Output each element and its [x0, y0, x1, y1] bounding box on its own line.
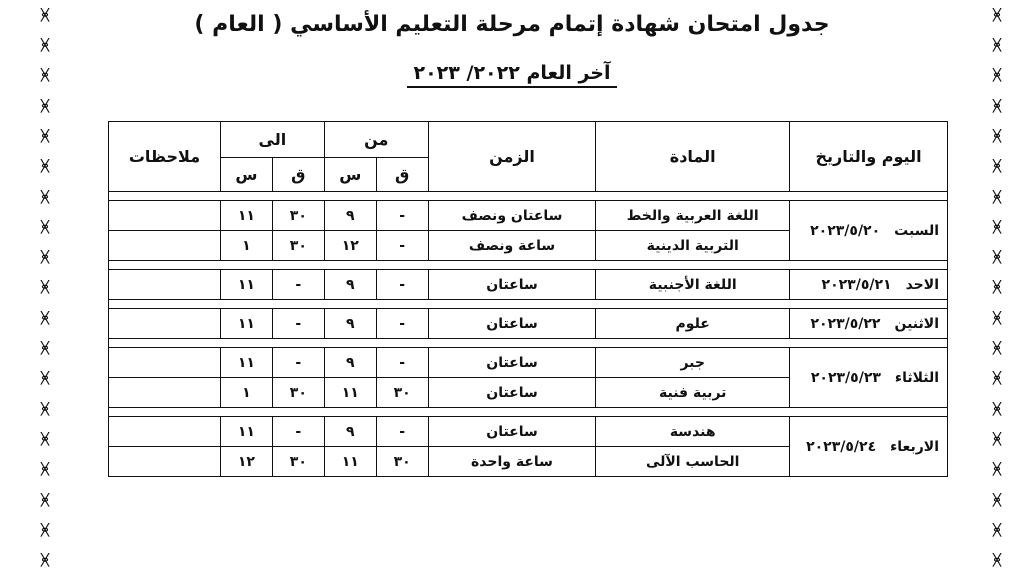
- left-decorative-border: [36, 0, 54, 576]
- border-ornament-icon: ᚸ: [992, 369, 1002, 388]
- from-minutes-cell: -: [376, 417, 428, 447]
- from-minutes-cell: -: [376, 348, 428, 378]
- duration-cell: ساعة ونصف: [428, 231, 596, 261]
- duration-cell: ساعتان: [428, 270, 596, 300]
- notes-cell: [109, 270, 221, 300]
- border-ornament-icon: ᚸ: [992, 248, 1002, 267]
- border-ornament-icon: ᚸ: [40, 551, 50, 570]
- header-to-hours: س: [220, 158, 272, 192]
- duration-cell: ساعتان: [428, 378, 596, 408]
- from-minutes-cell: ٣٠: [376, 447, 428, 477]
- day-date-cell: [790, 201, 948, 261]
- to-minutes-cell: ٣٠: [272, 447, 324, 477]
- exam-date: ٢٠٢٣/٥/٢٤: [806, 438, 877, 455]
- table-row: [109, 270, 948, 300]
- duration-cell: ساعة واحدة: [428, 447, 596, 477]
- duration-cell: ساعتان ونصف: [428, 201, 596, 231]
- to-hours-cell: ١٢: [220, 447, 272, 477]
- border-ornament-icon: ᚸ: [992, 520, 1002, 539]
- border-ornament-icon: ᚸ: [40, 369, 50, 388]
- exam-schedule-table: [108, 121, 948, 477]
- notes-cell: [109, 348, 221, 378]
- page-subtitle: آخر العام ٢٠٢٢/ ٢٠٢٣: [407, 62, 616, 88]
- subject-cell: جبر: [596, 348, 790, 378]
- border-ornament-icon: ᚸ: [40, 339, 50, 358]
- subject-cell: هندسة: [596, 417, 790, 447]
- border-ornament-icon: ᚸ: [40, 5, 50, 24]
- from-hours-cell: ٩: [324, 201, 376, 231]
- border-ornament-icon: ᚸ: [992, 157, 1002, 176]
- day-date-cell: [790, 348, 948, 408]
- border-ornament-icon: ᚸ: [992, 187, 1002, 206]
- exam-date: ٢٠٢٣/٥/٢٢: [810, 315, 881, 332]
- notes-cell: [109, 447, 221, 477]
- subject-cell: اللغة الأجنبية: [596, 270, 790, 300]
- day-name: الاثنين: [894, 315, 939, 332]
- subject-cell: الحاسب الآلى: [596, 447, 790, 477]
- day-name: الاربعاء: [890, 438, 939, 455]
- border-ornament-icon: ᚸ: [40, 248, 50, 267]
- separator-cell: [109, 192, 948, 201]
- from-minutes-cell: -: [376, 270, 428, 300]
- to-minutes-cell: ٣٠: [272, 231, 324, 261]
- right-decorative-border: [988, 0, 1006, 576]
- border-ornament-icon: ᚸ: [40, 520, 50, 539]
- from-minutes-cell: -: [376, 309, 428, 339]
- to-hours-cell: ١: [220, 231, 272, 261]
- duration-cell: ساعتان: [428, 348, 596, 378]
- border-ornament-icon: ᚸ: [992, 35, 1002, 54]
- border-ornament-icon: ᚸ: [992, 5, 1002, 24]
- subject-cell: تربية فنية: [596, 378, 790, 408]
- border-ornament-icon: ᚸ: [40, 308, 50, 327]
- border-ornament-icon: ᚸ: [992, 308, 1002, 327]
- day-separator: [109, 408, 948, 417]
- table-row: [109, 309, 948, 339]
- notes-cell: [109, 417, 221, 447]
- day-name: الاحد: [905, 276, 939, 293]
- border-ornament-icon: ᚸ: [992, 66, 1002, 85]
- border-ornament-icon: ᚸ: [992, 490, 1002, 509]
- duration-cell: ساعتان: [428, 417, 596, 447]
- exam-date: ٢٠٢٣/٥/٢٣: [810, 369, 881, 386]
- notes-cell: [109, 309, 221, 339]
- exam-date: ٢٠٢٣/٥/٢١: [821, 276, 892, 293]
- to-minutes-cell: -: [272, 270, 324, 300]
- border-ornament-icon: ᚸ: [992, 339, 1002, 358]
- notes-cell: [109, 378, 221, 408]
- day-name: الثلاثاء: [894, 369, 939, 386]
- from-minutes-cell: ٣٠: [376, 378, 428, 408]
- border-ornament-icon: ᚸ: [40, 66, 50, 85]
- border-ornament-icon: ᚸ: [992, 126, 1002, 145]
- header-duration: الزمن: [428, 122, 596, 192]
- from-hours-cell: ٩: [324, 417, 376, 447]
- separator-cell: [109, 408, 948, 417]
- border-ornament-icon: ᚸ: [992, 217, 1002, 236]
- to-hours-cell: ١١: [220, 417, 272, 447]
- header-from-hours: س: [324, 158, 376, 192]
- table-row: [109, 201, 948, 231]
- from-hours-cell: ١١: [324, 378, 376, 408]
- to-minutes-cell: ٣٠: [272, 378, 324, 408]
- subject-cell: التربية الدينية: [596, 231, 790, 261]
- day-separator: [109, 300, 948, 309]
- border-ornament-icon: ᚸ: [992, 430, 1002, 449]
- border-ornament-icon: ᚸ: [40, 460, 50, 479]
- page-subtitle-wrapper: [0, 62, 1024, 84]
- border-ornament-icon: ᚸ: [40, 490, 50, 509]
- subject-cell: اللغة العربية والخط: [596, 201, 790, 231]
- border-ornament-icon: ᚸ: [40, 126, 50, 145]
- to-hours-cell: ١١: [220, 270, 272, 300]
- header-from: من: [324, 122, 428, 158]
- to-minutes-cell: -: [272, 417, 324, 447]
- schedule-body: [109, 192, 948, 477]
- to-hours-cell: ١١: [220, 348, 272, 378]
- from-hours-cell: ٩: [324, 348, 376, 378]
- border-ornament-icon: ᚸ: [992, 278, 1002, 297]
- from-hours-cell: ٩: [324, 309, 376, 339]
- notes-cell: [109, 231, 221, 261]
- day-name: السبت: [894, 222, 939, 239]
- subject-cell: علوم: [596, 309, 790, 339]
- to-minutes-cell: -: [272, 348, 324, 378]
- border-ornament-icon: ᚸ: [40, 217, 50, 236]
- border-ornament-icon: ᚸ: [992, 399, 1002, 418]
- to-hours-cell: ١: [220, 378, 272, 408]
- to-hours-cell: ١١: [220, 309, 272, 339]
- from-hours-cell: ٩: [324, 270, 376, 300]
- header-to: الى: [220, 122, 324, 158]
- from-hours-cell: ١٢: [324, 231, 376, 261]
- header-subject: المادة: [596, 122, 790, 192]
- border-ornament-icon: ᚸ: [992, 551, 1002, 570]
- day-separator: [109, 192, 948, 201]
- day-date-cell: [790, 270, 948, 300]
- border-ornament-icon: ᚸ: [40, 187, 50, 206]
- day-date-cell: [790, 417, 948, 477]
- header-notes: ملاحظات: [109, 122, 221, 192]
- header-from-minutes: ق: [376, 158, 428, 192]
- border-ornament-icon: ᚸ: [40, 157, 50, 176]
- to-minutes-cell: -: [272, 309, 324, 339]
- header-to-minutes: ق: [272, 158, 324, 192]
- border-ornament-icon: ᚸ: [40, 96, 50, 115]
- day-separator: [109, 339, 948, 348]
- header-day-date: اليوم والتاريخ: [790, 122, 948, 192]
- border-ornament-icon: ᚸ: [992, 460, 1002, 479]
- border-ornament-icon: ᚸ: [40, 430, 50, 449]
- separator-cell: [109, 339, 948, 348]
- separator-cell: [109, 300, 948, 309]
- border-ornament-icon: ᚸ: [992, 96, 1002, 115]
- from-minutes-cell: -: [376, 201, 428, 231]
- border-ornament-icon: ᚸ: [40, 399, 50, 418]
- duration-cell: ساعتان: [428, 309, 596, 339]
- from-hours-cell: ١١: [324, 447, 376, 477]
- border-ornament-icon: ᚸ: [40, 35, 50, 54]
- separator-cell: [109, 261, 948, 270]
- page-title: جدول امتحان شهادة إتمام مرحلة التعليم الأساسي ( العام ): [194, 12, 830, 37]
- table-row: [109, 417, 948, 447]
- from-minutes-cell: -: [376, 231, 428, 261]
- table-row: [109, 348, 948, 378]
- notes-cell: [109, 201, 221, 231]
- to-minutes-cell: ٣٠: [272, 201, 324, 231]
- border-ornament-icon: ᚸ: [40, 278, 50, 297]
- day-date-cell: [790, 309, 948, 339]
- day-separator: [109, 261, 948, 270]
- exam-date: ٢٠٢٣/٥/٢٠: [810, 222, 881, 239]
- to-hours-cell: ١١: [220, 201, 272, 231]
